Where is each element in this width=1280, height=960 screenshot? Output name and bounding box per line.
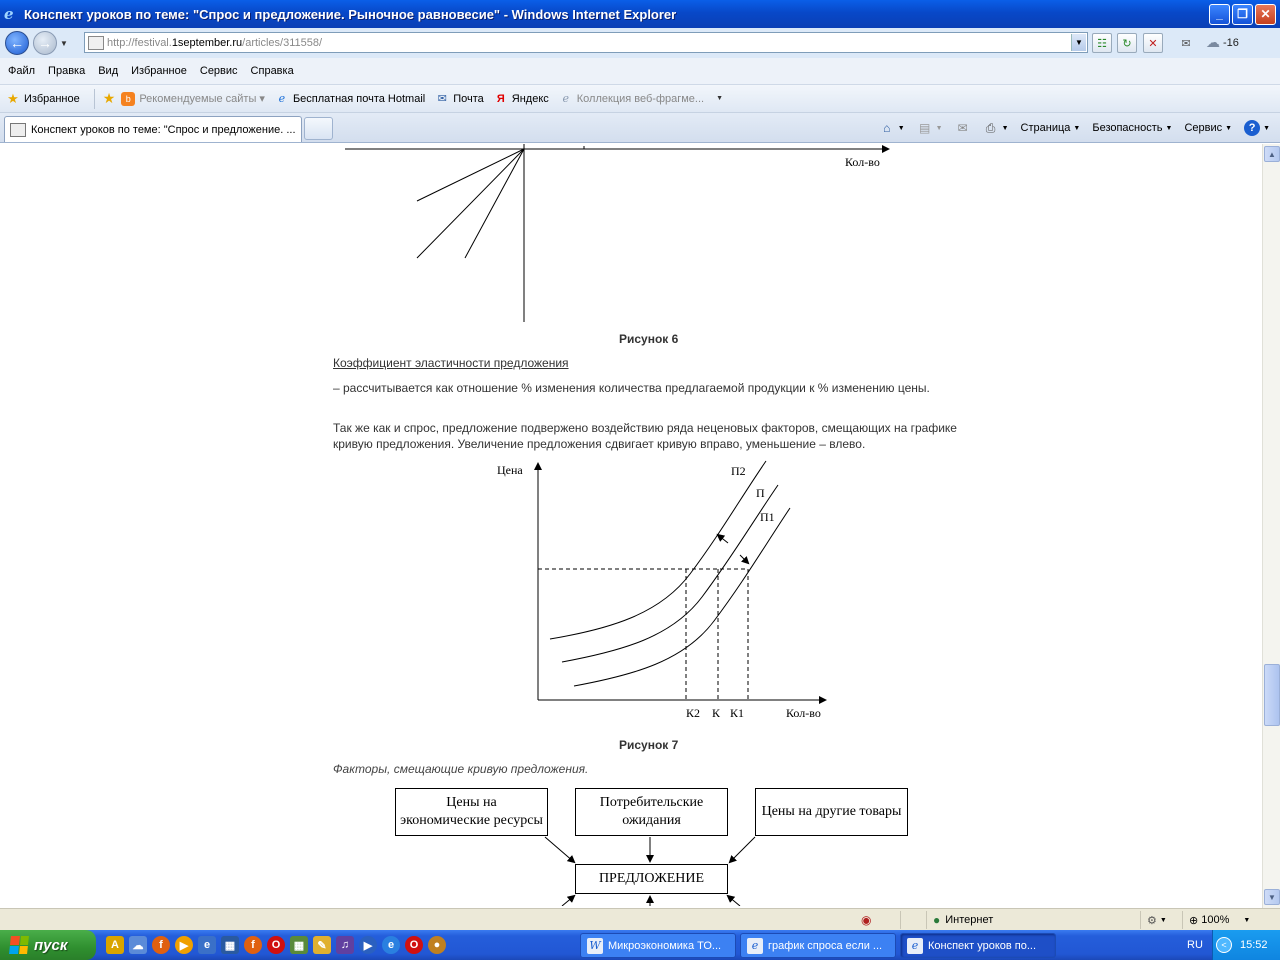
page-menu[interactable]: Страница ▼	[1020, 122, 1081, 134]
mail-icon[interactable]: ✉	[1181, 37, 1191, 50]
series-p-curve	[562, 485, 778, 662]
figure-7-caption: Рисунок 7	[619, 738, 679, 752]
menu-tools[interactable]: Сервис	[199, 65, 238, 77]
scroll-down-icon[interactable]: ▼	[1264, 889, 1280, 905]
new-tab-button[interactable]	[304, 117, 333, 140]
star-icon: ★	[7, 90, 19, 106]
menu-file[interactable]: Файл	[8, 65, 36, 77]
elasticity-heading[interactable]: Коэффициент эластичности предложения	[333, 356, 569, 370]
vertical-scrollbar[interactable]	[1262, 144, 1280, 908]
protected-mode-icon[interactable]: ⚙ ▼	[1140, 911, 1182, 929]
nonprice-paragraph: Так же как и спрос, предложение подвержено воздействию ряда неценовых факторов, смещающих на графике кривую предложения. Увеличение предложения сдвигает кривую вправо, уменьшение – влево.	[333, 421, 957, 451]
rss-icon: ▤	[919, 121, 931, 135]
tray-expand-icon[interactable]: <	[1216, 937, 1232, 953]
zoom-icon: ⊕	[1189, 914, 1199, 927]
page-icon	[88, 36, 104, 50]
menu-favorites[interactable]: Избранное	[131, 65, 187, 77]
fig6-x-axis-arrow	[882, 145, 890, 153]
box-other-goods-prices: Цены на другие товары	[755, 788, 908, 836]
quicklaunch-app-icon[interactable]: ✎	[313, 936, 331, 954]
windows-logo-icon	[9, 936, 29, 954]
media-player-icon[interactable]: ▶	[175, 936, 193, 954]
history-dropdown-icon[interactable]: ▼	[60, 38, 68, 48]
system-tray	[1212, 930, 1280, 960]
fav-suggested-sites[interactable]: b Рекомендуемые сайты ▾	[121, 92, 265, 106]
fig6-line-steep	[465, 149, 524, 258]
series-p1-label: П1	[760, 510, 775, 524]
task-ie-graph[interactable]: e график спроса если ...	[740, 933, 896, 958]
ie-icon: e	[278, 92, 286, 105]
word-icon: W	[587, 938, 603, 954]
refresh-icon[interactable]: ↻	[1117, 33, 1137, 53]
series-p1-curve	[574, 508, 790, 686]
opera-icon[interactable]: O	[405, 936, 423, 954]
menu-view[interactable]: Вид	[98, 65, 119, 77]
weather-temp: -16	[1223, 36, 1239, 49]
fig6-line-flat	[417, 149, 524, 201]
address-url: http://festival.1september.ru/articles/311558/	[107, 36, 323, 49]
stop-icon[interactable]: ✕	[1143, 33, 1163, 53]
fav-yandex[interactable]: Я Яндекс	[494, 92, 549, 106]
read-mail-button[interactable]	[955, 120, 971, 136]
start-button[interactable]: пуск	[0, 930, 96, 960]
taskbar	[0, 930, 1280, 960]
factors-arrows	[450, 836, 850, 906]
series-p2-curve	[550, 461, 766, 639]
minimize-button[interactable]: _	[1209, 4, 1230, 25]
firefox-icon[interactable]: f	[152, 936, 170, 954]
x-tick-k: К	[712, 706, 721, 720]
menu-edit[interactable]: Правка	[48, 65, 86, 77]
figure-7-chart	[490, 459, 850, 739]
yandex-icon: Я	[496, 92, 505, 105]
safety-menu[interactable]: Безопасность ▼	[1092, 122, 1173, 134]
mail-icon: ✉	[957, 121, 968, 135]
fig7-ylabel: Цена	[497, 463, 523, 477]
tab-row	[0, 113, 1280, 143]
home-icon: ⌂	[883, 121, 891, 135]
compatibility-view-icon[interactable]: ☷	[1092, 33, 1112, 53]
arrow-resources-to-supply	[545, 837, 574, 862]
tab-title: Конспект уроков по теме: "Спрос и предложение. ...	[31, 123, 296, 136]
quicklaunch-app-icon[interactable]: ●	[428, 936, 446, 954]
address-toolbar	[0, 28, 1280, 58]
address-bar[interactable]	[84, 32, 1088, 53]
forward-button[interactable]: →	[33, 31, 57, 55]
tab-active[interactable]	[4, 116, 302, 142]
fav-mail[interactable]: ✉ Почта	[435, 92, 484, 106]
favorites-button[interactable]: ★ Избранное	[7, 90, 80, 106]
figure-6-caption: Рисунок 6	[619, 332, 679, 346]
zoom-control[interactable]: ⊕ 100% ▼	[1182, 911, 1262, 929]
shift-arrow-right	[740, 555, 748, 563]
page-content	[0, 144, 1262, 908]
quicklaunch-app-icon[interactable]: A	[106, 936, 124, 954]
help-button[interactable]: ? ▼	[1244, 120, 1270, 136]
globe-icon: ●	[933, 913, 941, 927]
window-title: Конспект уроков по теме: "Спрос и предложение. Рыночное равновесие" - Windows Internet Explorer	[24, 6, 677, 22]
status-blank	[900, 911, 926, 929]
fig7-xlabel: Кол-во	[786, 706, 821, 720]
fig6-line-mid	[417, 149, 524, 258]
ie-logo-icon: e	[4, 5, 14, 23]
language-indicator[interactable]: RU	[1187, 939, 1203, 951]
privacy-icon[interactable]: ◉	[861, 913, 872, 927]
separator	[94, 89, 95, 109]
chevron-down-icon[interactable]: ▼	[716, 95, 724, 102]
maximize-button[interactable]: ❐	[1232, 4, 1253, 25]
box-supply: ПРЕДЛОЖЕНИЕ	[575, 864, 728, 894]
quicklaunch-app-icon[interactable]: ▦	[290, 936, 308, 954]
weather-widget[interactable]	[1206, 34, 1239, 51]
tools-menu[interactable]: Сервис ▼	[1184, 122, 1233, 134]
x-tick-k1: К1	[730, 706, 745, 720]
fig6-axis-label: Кол-во	[845, 155, 880, 169]
help-icon: ?	[1244, 120, 1260, 136]
task-ie-konspekt[interactable]: e Конспект уроков по...	[900, 933, 1056, 958]
cloud-icon: ☁	[1206, 34, 1220, 50]
elasticity-paragraph: – рассчитывается как отношение % изменения количества предлагаемой продукции к % изменению цены.	[333, 381, 930, 395]
menu-bar	[0, 58, 1280, 85]
ie-icon: e	[907, 938, 923, 954]
x-tick-k2: К2	[686, 706, 701, 720]
quicklaunch-app-icon[interactable]: ♫	[336, 936, 354, 954]
quicklaunch-app-icon[interactable]: ☁	[129, 936, 147, 954]
ie-icon[interactable]: e	[382, 936, 400, 954]
arrow-other-goods-to-supply	[730, 837, 755, 862]
shift-arrow-left	[718, 535, 728, 543]
fav-web-slices[interactable]: e Коллекция веб-фрагме... ▼	[559, 92, 723, 106]
quicklaunch-app-icon[interactable]: ▶	[359, 936, 377, 954]
quicklaunch-app-icon[interactable]: ▦	[221, 936, 239, 954]
box-resource-prices: Цены на экономические ресурсы	[395, 788, 548, 836]
bing-icon: b	[121, 92, 135, 106]
box-consumer-expectations: Потребительские ожидания	[575, 788, 728, 836]
opera-icon[interactable]: O	[267, 936, 285, 954]
task-word-document[interactable]: W Микроэкономика ТО...	[580, 933, 736, 958]
figure-6	[330, 144, 930, 334]
series-p-label: П	[756, 486, 765, 500]
scroll-up-icon[interactable]: ▲	[1264, 146, 1280, 162]
arrow-lower-left	[562, 896, 574, 906]
mail-icon: ✉	[437, 93, 447, 105]
ie-icon: e	[747, 938, 763, 954]
series-p2-label: П2	[731, 464, 746, 478]
printer-icon: ⎙	[985, 120, 996, 135]
menu-help[interactable]: Справка	[250, 65, 294, 77]
close-button[interactable]: ✕	[1255, 4, 1276, 25]
feeds-button[interactable]: ▤ ▼	[917, 120, 943, 136]
page-icon	[10, 123, 26, 137]
add-favorite-icon[interactable]: ★	[102, 90, 116, 106]
tray-clock[interactable]: 15:52	[1240, 939, 1268, 951]
quicklaunch-app-icon[interactable]: e	[198, 936, 216, 954]
home-button[interactable]: ⌂ ▼	[879, 120, 905, 136]
quick-launch	[106, 936, 446, 954]
print-button[interactable]: ⎙ ▼	[983, 120, 1009, 136]
favorites-bar	[0, 85, 1280, 113]
web-slice-icon: e	[562, 92, 570, 105]
factors-heading: Факторы, смещающие кривую предложения.	[333, 762, 589, 776]
status-bar	[0, 908, 1280, 930]
scroll-thumb[interactable]	[1264, 664, 1280, 726]
fav-hotmail[interactable]: e Бесплатная почта Hotmail	[275, 92, 425, 106]
address-dropdown-icon[interactable]: ▼	[1071, 34, 1086, 51]
command-bar	[867, 117, 1270, 139]
back-button[interactable]: ←	[5, 31, 29, 55]
arrow-lower-right	[728, 896, 740, 906]
window-titlebar[interactable]	[0, 0, 1280, 28]
security-zone[interactable]: ● Интернет	[926, 911, 1140, 929]
firefox-icon[interactable]: f	[244, 936, 262, 954]
